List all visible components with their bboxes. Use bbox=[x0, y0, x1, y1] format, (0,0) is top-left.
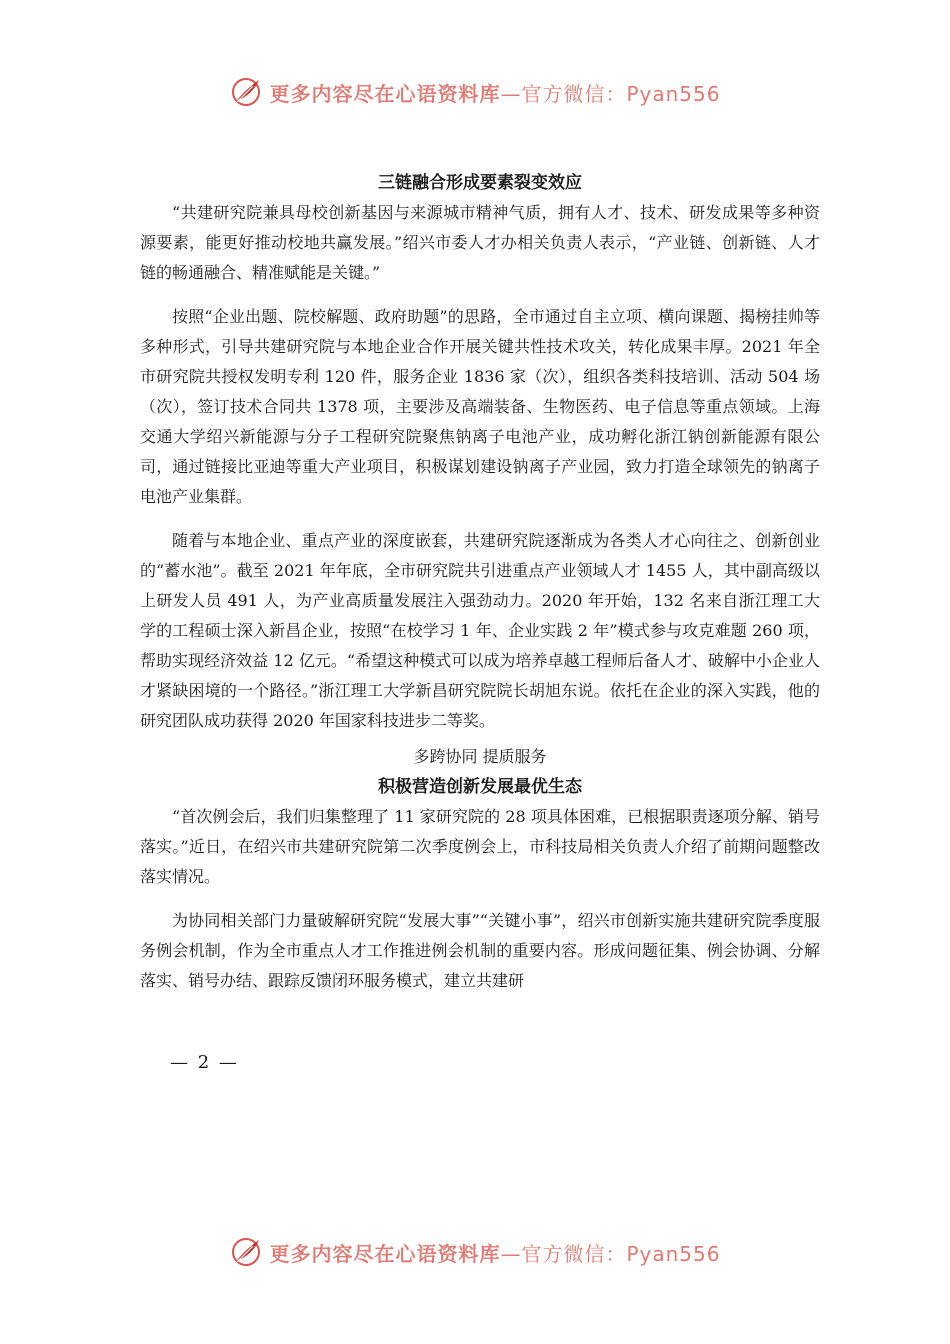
document-body bbox=[140, 168, 820, 996]
feather-pen-icon bbox=[229, 1235, 263, 1269]
watermark-header bbox=[0, 72, 950, 112]
paragraph: “共建研究院兼具母校创新基因与来源城市精神气质，拥有人才、技术、研发成果等多种资源要素，能更好推动校地共赢发展。”绍兴市委人才办相关负责人表示，“产业链、创新链、人才链的畅通融合、精准赋能是关键。” bbox=[140, 203, 820, 282]
watermark-text: 更多内容尽在心语资料库—官方微信：Pyan556 bbox=[269, 81, 721, 106]
page-number: — 2 — bbox=[170, 1052, 239, 1073]
paragraph: “首次例会后，我们归集整理了 11 家研究院的 28 项具体困难，已根据职责逐项分解、销号落实。”近日，在绍兴市共建研究院第二次季度例会上，市科技局相关负责人介绍了前期问题整改落实情况。 bbox=[140, 807, 820, 886]
section-title: 三链融合形成要素裂变效应 bbox=[378, 173, 582, 193]
feather-pen-icon bbox=[229, 75, 263, 109]
paragraph: 为协同相关部门力量破解研究院“发展大事”“关键小事”，绍兴市创新实施共建研究院季度服务例会机制，作为全市重点人才工作推进例会机制的重要内容。形成问题征集、例会协调、分解落实、销号办结、跟踪反馈闭环服务模式，建立共建研 bbox=[140, 911, 820, 990]
section-title: 积极营造创新发展最优生态 bbox=[378, 777, 582, 797]
paragraph: 按照“企业出题、院校解题、政府助题”的思路，全市通过自主立项、横向课题、揭榜挂帅等多种形式，引导共建研究院与本地企业合作开展关键共性技术攻关，转化成果丰厚。2021 年全市研究院共授权发明专利 120 件，服务企业 1836 家（次），组织各类科技培训、活动 504 场（次），签订技术合同共 1378 项，主要涉及高端装备、生物医药、电子信息等重点领域。上海交通大学绍兴新能源与分子工程研究院聚焦钠离子电池产业，成功孵化浙江钠创新能源有限公司，通过链接比亚迪等重大产业项目，积极谋划建设钠离子产业园，致力打造全球领先的钠离子电池产业集群。 bbox=[140, 307, 820, 506]
watermark-footer bbox=[0, 1232, 950, 1272]
paragraph: 随着与本地企业、重点产业的深度嵌套，共建研究院逐渐成为各类人才心向往之、创新创业的“蓄水池”。截至 2021 年年底，全市研究院共引进重点产业领域人才 1455 人，其中副高级以上研发人员 491 人，为产业高质量发展注入强劲动力。2020 年开始，132 名来自浙江理工大学的工程硕士深入新昌企业，按照“在校学习 1 年、企业实践 2 年”模式参与攻克难题 260 项，帮助实现经济效益 12 亿元。“希望这种模式可以成为培养卓越工程师后备人才、破解中小企业人才紧缺困境的一个路径。”浙江理工大学新昌研究院院长胡旭东说。依托在企业的深入实践，他的研究团队成功获得 2020 年国家科技进步二等奖。 bbox=[140, 531, 820, 730]
watermark-text: 更多内容尽在心语资料库—官方微信：Pyan556 bbox=[269, 1241, 721, 1266]
section-subheading: 多跨协同 提质服务 bbox=[413, 747, 547, 766]
